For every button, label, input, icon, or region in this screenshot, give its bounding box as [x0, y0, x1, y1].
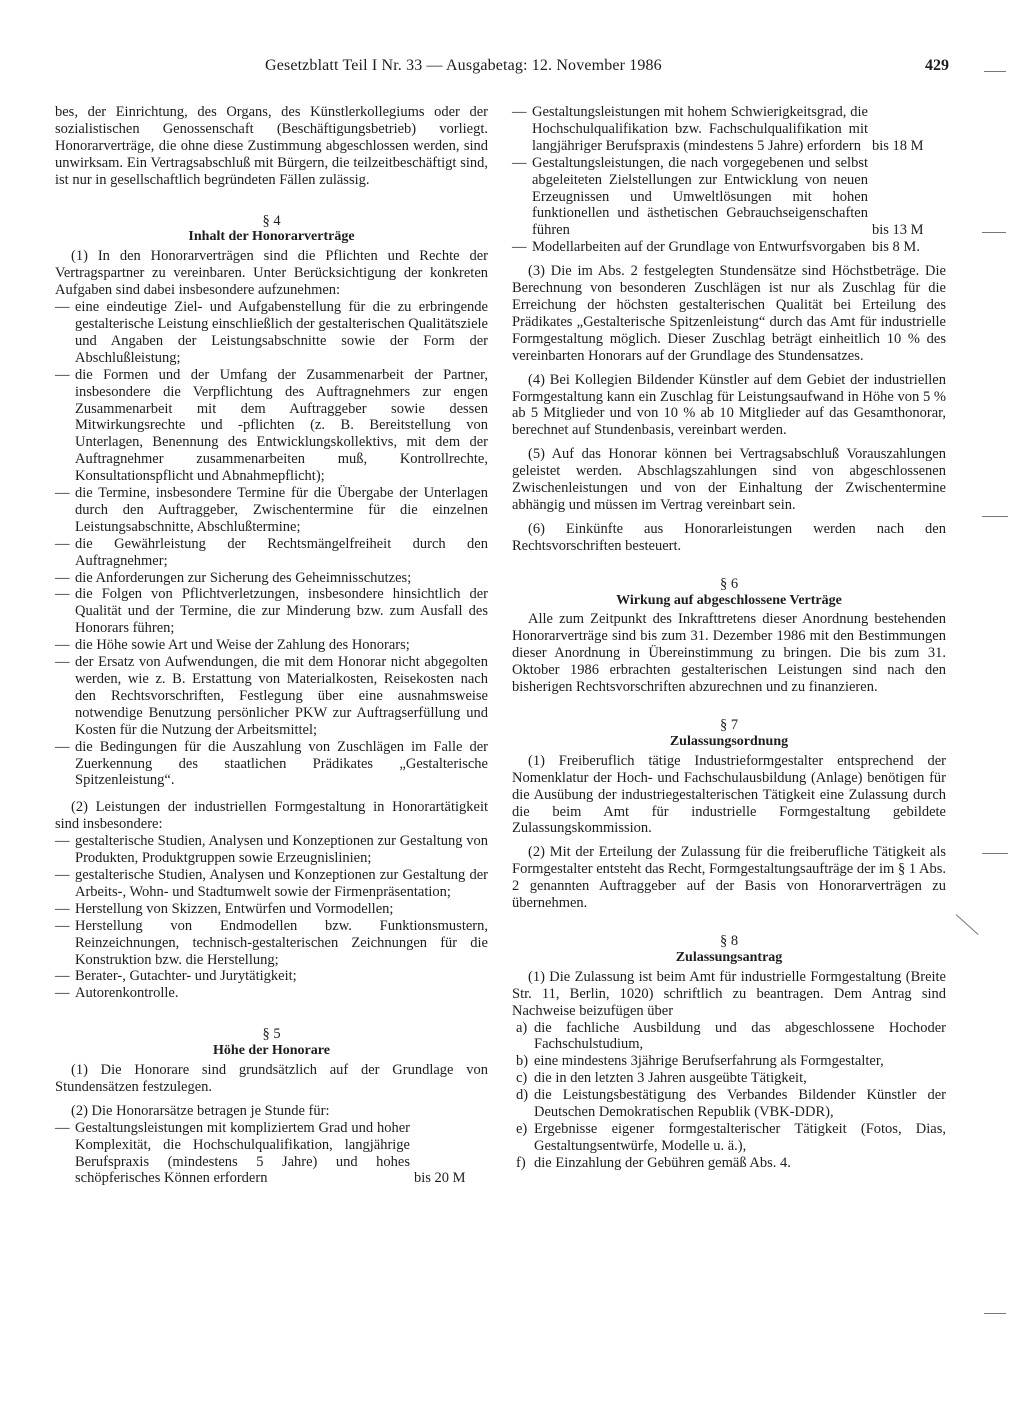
item-text: die Leistungsbestätigung des Verbandes Bildender Künstler der Deutschen Demokratischen Republik (VBK-DDR), [534, 1087, 946, 1121]
section-7-paragraph-1: (1) Freiberuflich tätige Industrieformgestalter entsprechend der Nomenklatur der Hoch- und Fachschulausbildung (Anlage) benötigen für die Ausübung der industriegestalterischen Tätigkeit eine Zulassung durch die beim Amt für industrielle Formgestaltung gebildete Zulassungskommission. [512, 752, 946, 837]
list-item: — die Anforderungen zur Sicherung des Geheimnisschutzes; [55, 570, 488, 587]
rate-item [512, 155, 946, 240]
list-item: — gestalterische Studien, Analysen und Konzeptionen zur Gestaltung der Arbeits-, Wohn- und Stadtumwelt sowie der Firmenpräsentation; [55, 867, 488, 901]
list-item: — die Formen und der Umfang der Zusammenarbeit der Partner, insbesondere die Verpflichtung des Auftragnehmers zur engen Zusammenarbeit mit dem Auftraggeber sowie dessen Mitwirkungsrechte und -pflichten (z. B. Bereitstellung von Unterlagen, Benennung des Entwicklungskollektivs, mit dem der Auftragnehmer zusammenarbeiten muß, Kontrollrechte, Konsultationspflicht und Abnahmepflicht); [55, 367, 488, 485]
list-item: — eine eindeutige Ziel- und Aufgabenstellung für die zu erbringende gestalterische Leistung einschließlich der gestalterischen Qualitätsziele und Angaben der Leistungsabschnitte sowie der Form der Abschlußleistung; [55, 299, 488, 367]
rate-value: bis 8 M. [872, 239, 920, 256]
scan-mark [982, 853, 1008, 854]
rate-value: bis 13 M [872, 222, 924, 239]
page-number: 429 [925, 57, 949, 74]
section-6-title: Wirkung auf abgeschlossene Verträge [616, 592, 842, 608]
section-5-number: § 5 [262, 1026, 281, 1043]
section-7-title: Zulassungsordnung [669, 733, 789, 749]
scan-mark [984, 71, 1006, 72]
item-label: d) [516, 1087, 529, 1104]
section-4-paragraph-2: (2) Leistungen der industriellen Formgestaltung in Honorartätigkeit sind insbesondere: [55, 799, 488, 833]
rate-value: bis 20 M [414, 1170, 466, 1187]
list-item: — die Folgen von Pflichtverletzungen, insbesondere hinsichtlich der Qualität und der Termine, die zur Minderung bzw. zum Ausfall des Honorars führen; [55, 586, 488, 637]
section-5-paragraph-5: (5) Auf das Honorar können bei Vertragsabschluß Vorauszahlungen geleistet werden. Abschlagszahlungen sind von abgeschlossenen Zwischenleistungen und von der Einhaltung der Zwischentermine abhängig und müssen im Vertrag vereinbart sein. [512, 446, 946, 513]
lettered-item [512, 1070, 946, 1087]
item-text: die Einzahlung der Gebühren gemäß Abs. 4. [534, 1154, 791, 1171]
rate-item [512, 104, 946, 155]
section-6-number: § 6 [719, 575, 739, 592]
list-item: — die Höhe sowie Art und Weise der Zahlung des Honorars; [55, 637, 488, 654]
section-7-paragraph-2: (2) Mit der Erteilung der Zulassung für die freiberufliche Tätigkeit als Formgestalter entsteht das Recht, Formgestaltungsaufträge der im § 1 Abs. 2 genannten Auftraggeber auf der Basis von Honorarverträgen zu übernehmen. [512, 844, 946, 912]
item-label: b) [516, 1053, 529, 1070]
scan-mark [956, 914, 979, 935]
section-8-title: Zulassungsantrag [675, 949, 783, 965]
section-5-title: Höhe der Honorare [213, 1043, 330, 1059]
lettered-item [512, 1020, 946, 1054]
rate-text: Modellarbeiten auf der Grundlage von Entwurfsvorgaben [532, 239, 866, 256]
lettered-item [512, 1087, 946, 1121]
list-item: — Autorenkontrolle. [55, 985, 488, 1002]
left-column [55, 104, 488, 1187]
item-label: e) [516, 1120, 528, 1137]
section-4-number: § 4 [262, 212, 281, 229]
lettered-item [512, 1121, 946, 1155]
item-label: a) [516, 1019, 528, 1036]
section-5-paragraph-2: (2) Die Honorarsätze betragen je Stunde für: [71, 1102, 330, 1119]
list-item: — die Termine, insbesondere Termine für die Übergabe der Unterlagen durch den Auftraggeber, Zwischentermine für die einzelnen Leistungsabschnitte, Abschlußtermine; [55, 485, 488, 536]
section-4-title: Inhalt der Honorarverträge [188, 229, 355, 245]
section-4-paragraph-1: (1) In den Honorarverträgen sind die Pflichten und Rechte der Vertragspartner zu vereinbaren. Unter Berücksichtigung der konkreten Aufgaben sind dabei insbesondere aufzunehmen: [55, 248, 488, 299]
list-item: — gestalterische Studien, Analysen und Konzeptionen zur Gestaltung von Produkten, Produktgruppen sowie Erzeugnislinien; [55, 833, 488, 867]
scan-mark [984, 1313, 1006, 1314]
section-5-paragraph-3: (3) Die im Abs. 2 festgelegten Stundensätze sind Höchstbeträge. Die Berechnung von besonderen Zuschlägen ist nur als Zuschlag für die Erreichung der höchsten gestalterischen Qualität bei Erteilung des Prädikates „Gestalterische Spitzenleistung“ durch das Amt für industrielle Formgestaltung möglich. Dieser Zuschlag beträgt einheitlich 10 % des vereinbarten Honorars auf der Grundlage des Stundensatzes. [512, 263, 946, 364]
item-label: f) [516, 1154, 526, 1171]
item-text: die in den letzten 3 Jahren ausgeübte Tätigkeit, [534, 1070, 807, 1087]
section-6-paragraph-1: Alle zum Zeitpunkt des Inkrafttretens dieser Anordnung bestehenden Honorarverträge sind bis zum 31. Dezember 1986 mit den Bestimmungen dieser Anordnung in Übereinstimmung zu bringen. Die bis zum 31. Oktober 1986 erbrachten gestalterischen Leistungen sind nach den bisherigen Rechtsvorschriften abzurechnen und zu finanzieren. [512, 611, 946, 696]
rate-text: Gestaltungsleistungen, die nach vorgegebenen und selbst abgeleiteten Zielstellungen zur Entwicklung von neuen Erzeugnissen und Umweltlösungen mit hohen funktionellen und ästhetischen Gebrauchseigenschaften führen [532, 154, 868, 239]
section-7-number: § 7 [719, 717, 739, 733]
list-item: — die Gewährleistung der Rechtsmängelfreiheit durch den Auftragnehmer; [55, 536, 488, 570]
section-8-paragraph-1: (1) Die Zulassung ist beim Amt für industrielle Formgestaltung (Breite Str. 11, Berlin, 1020) schriftlich zu beantragen. Dem Antrag sind Nachweise beizufügen über [512, 968, 946, 1019]
scan-mark [982, 516, 1008, 517]
section-8-number: § 8 [719, 932, 739, 949]
list-item: — die Bedingungen für die Auszahlung von Zuschlägen im Falle der Zuerkennung des staatlichen Prädikates „Gestalterische Spitzenleistung“. [55, 739, 488, 790]
lettered-item [512, 1155, 946, 1172]
running-header [265, 58, 965, 82]
section-5-paragraph-1: (1) Die Honorare sind grundsätzlich auf der Grundlage von Stundensätzen festzulegen. [55, 1062, 488, 1095]
item-text: eine mindestens 3jährige Berufserfahrung als Formgestalter, [534, 1053, 884, 1070]
intro-paragraph: bes, der Einrichtung, des Organs, des Künstlerkollegiums oder der sozialistischen Genossenschaft (Beschäftigungsbetrieb) vorliegt. Honorarverträge, die ohne diese Zustimmung abgeschlossen werden, sind unwirksam. Ein Vertragsabschluß mit Bürgern, die teilzeitbeschäftigt sind, ist nur in gesellschaftlich begründeten Fällen zulässig. [55, 104, 488, 188]
item-label: c) [516, 1070, 528, 1087]
section-5-paragraph-4: (4) Bei Kollegien Bildender Künstler auf dem Gebiet der industriellen Formgestaltung kann ein Zuschlag für Leistungsaufwand in Höhe von 5 % ab 5 Mitglieder und von 10 % ab 10 Mitglieder auf das Gesamthonorar, berechnet auf Stundenbasis, vereinbart werden. [512, 371, 946, 439]
header-title: Gesetzblatt Teil I Nr. 33 — Ausgabetag: 12. November 1986 [265, 57, 662, 74]
rate-value: bis 18 M [872, 137, 924, 154]
item-text: Ergebnisse eigener formgestalterischer Tätigkeit (Fotos, Dias, Gestaltungsentwürfe, Modelle u. ä.), [534, 1120, 946, 1154]
item-text: die fachliche Ausbildung und das abgeschlossene Hochoder Fachschulstudium, [534, 1019, 946, 1053]
list-item: — Herstellung von Skizzen, Entwürfen und Vormodellen; [55, 901, 488, 918]
rate-text: Gestaltungsleistungen mit hohem Schwierigkeitsgrad, die Hochschulqualifikation bzw. Fachschulqualifikation mit langjähriger Berufspraxis (mindestens 5 Jahre) erfordern [532, 104, 868, 154]
list-item: — Berater-, Gutachter- und Jurytätigkeit; [55, 968, 488, 985]
list-item: — Herstellung von Endmodellen bzw. Funktionsmustern, Reinzeichnungen, technisch-gestalterischen Zeichnungen für die Konstruktion bzw. die Herstellung; [55, 918, 488, 969]
list-item: — der Ersatz von Aufwendungen, die mit dem Honorar nicht abgegolten werden, wie z. B. Erstattung von Materialkosten, Reisekosten nach den Rechtsvorschriften, Festlegung über eine ausnahmsweise notwendige Benutzung persönlicher PKW zur Auftragserfüllung und Kosten für die Nutzung der Arbeitsmittel; [55, 654, 488, 739]
lettered-item [512, 1053, 946, 1070]
rate-item [512, 239, 946, 256]
rate-text: Gestaltungsleistungen mit kompliziertem Grad und hoher Komplexität, die Hochschulqualifikation, langjährige Berufspraxis (mindestens 5 Jahre) und hohes schöpferisches Können erfordern [75, 1119, 410, 1187]
right-column [512, 104, 946, 1172]
scan-mark [982, 232, 1006, 233]
section-5-paragraph-6: (6) Einkünfte aus Honorarleistungen werden nach den Rechtsvorschriften besteuert. [512, 520, 946, 554]
rate-item [55, 1120, 488, 1188]
